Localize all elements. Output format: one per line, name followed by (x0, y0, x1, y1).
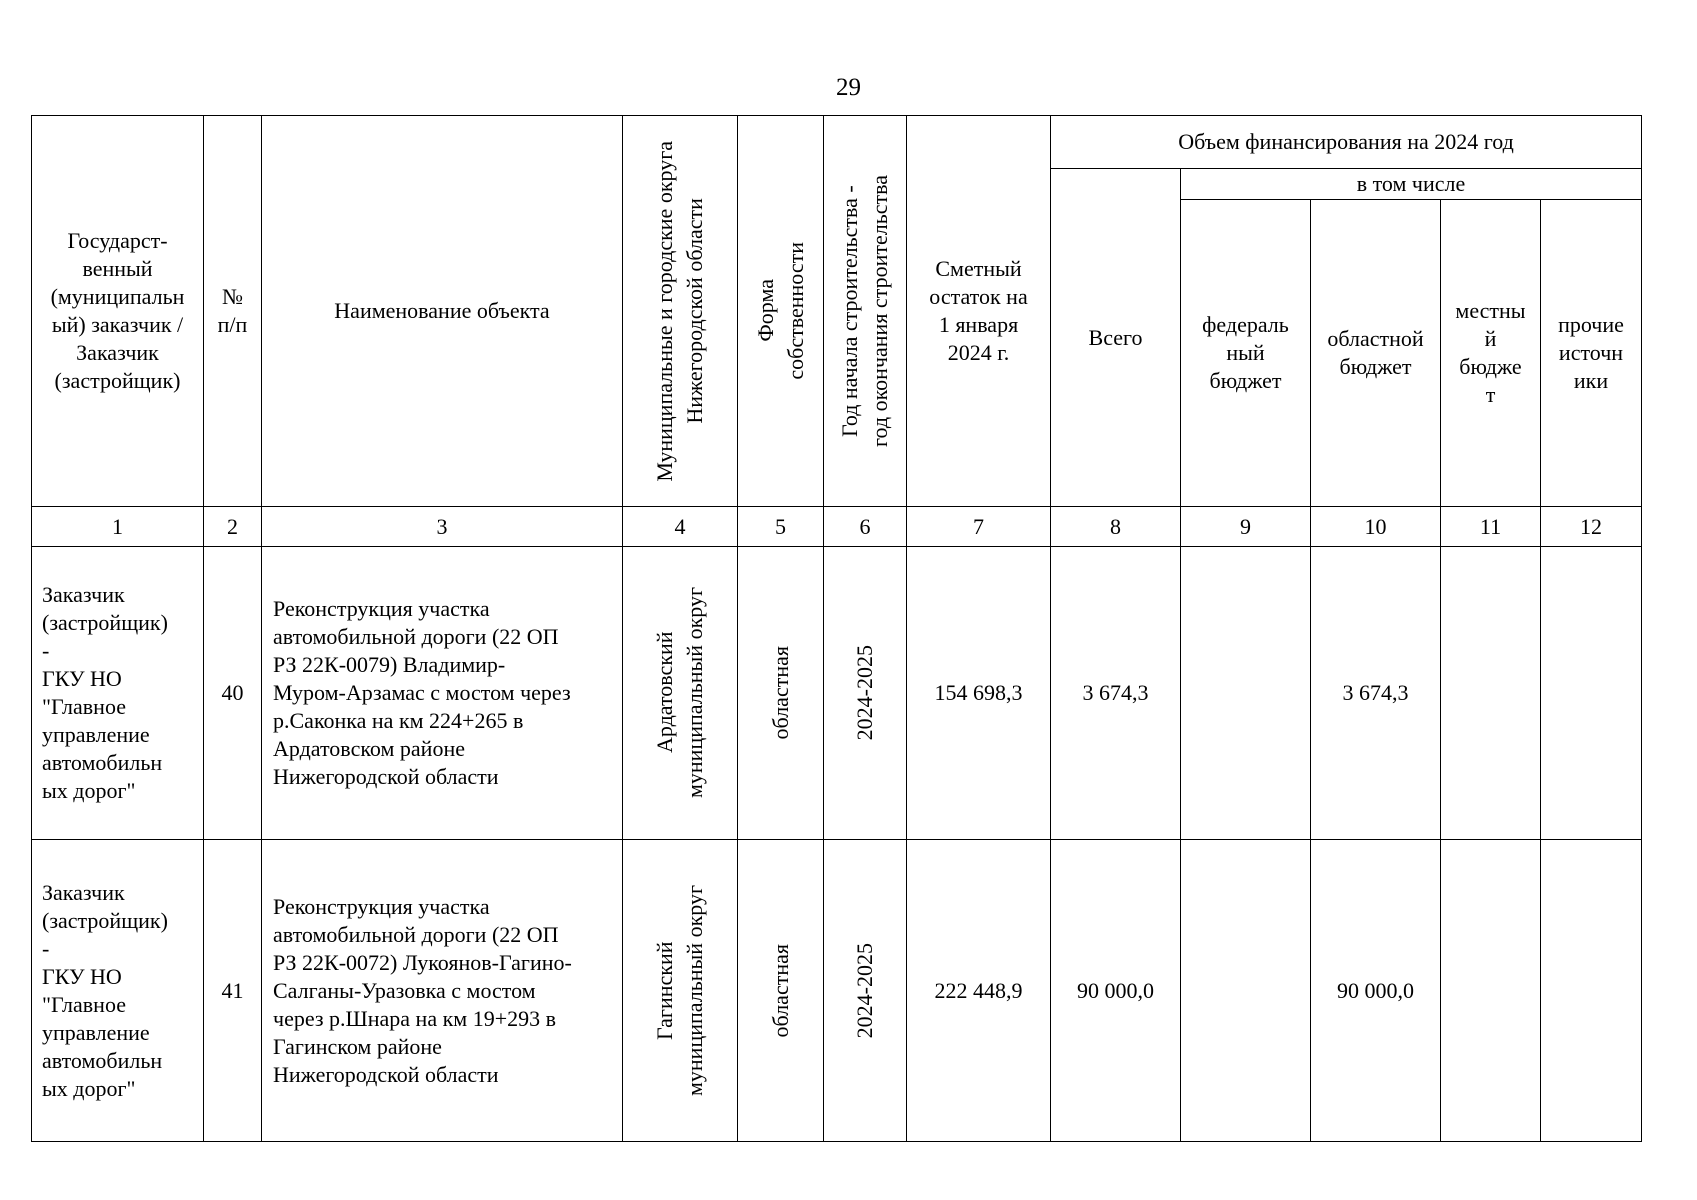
row-regional: 3 674,3 (1311, 547, 1441, 840)
row-years: 2024-2025 (824, 840, 907, 1142)
row-ownership: областная (738, 547, 824, 840)
column-number: 5 (738, 507, 824, 547)
row-estimate: 154 698,3 (907, 547, 1051, 840)
header-funding-group: Объем финансирования на 2024 год (1051, 116, 1642, 169)
row-total: 90 000,0 (1051, 840, 1181, 1142)
row-total: 3 674,3 (1051, 547, 1181, 840)
row-number: 40 (204, 547, 262, 840)
header-years: Год начала строительства - год окончания строительства (824, 116, 907, 507)
column-number: 9 (1181, 507, 1311, 547)
header-federal: федераль ный бюджет (1181, 200, 1311, 507)
column-number: 10 (1311, 507, 1441, 547)
header-object-name: Наименование объекта (262, 116, 623, 507)
header-other: прочие источн ики (1541, 200, 1642, 507)
column-number: 4 (623, 507, 738, 547)
row-municipality: Гагинский муниципальный округ (623, 840, 738, 1142)
table-row (32, 840, 1642, 1142)
header-regional: областной бюджет (1311, 200, 1441, 507)
column-number: 1 (32, 507, 204, 547)
row-object-name: Реконструкция участка автомобильной дороги (22 ОП РЗ 22К-0072) Лукоянов-Гагино- Салганы-Уразовка с мостом через р.Шнара на км 19+293 в Гагинском районе Нижегородской области (262, 840, 623, 1142)
header-ownership: Форма собственности (738, 116, 824, 507)
column-number: 7 (907, 507, 1051, 547)
row-federal (1181, 547, 1311, 840)
row-estimate: 222 448,9 (907, 840, 1051, 1142)
row-local (1441, 547, 1541, 840)
row-other (1541, 547, 1642, 840)
column-number: 12 (1541, 507, 1642, 547)
header-number: № п/п (204, 116, 262, 507)
row-number: 41 (204, 840, 262, 1142)
row-other (1541, 840, 1642, 1142)
investment-table (31, 115, 1642, 1142)
row-object-name: Реконструкция участка автомобильной дороги (22 ОП РЗ 22К-0079) Владимир- Муром-Арзамас с мостом через р.Саконка на км 224+265 в Ардатовском районе Нижегородской области (262, 547, 623, 840)
row-local (1441, 840, 1541, 1142)
header-customer: Государст- венный (муниципальн ый) заказчик / Заказчик (застройщик) (32, 116, 204, 507)
column-number: 3 (262, 507, 623, 547)
header-estimate: Сметный остаток на 1 января 2024 г. (907, 116, 1051, 507)
header-municipality: Муниципальные и городские округа Нижегородской области (623, 116, 738, 507)
column-number: 6 (824, 507, 907, 547)
column-number: 2 (204, 507, 262, 547)
row-customer: Заказчик (застройщик) - ГКУ НО "Главное управление автомобильн ых дорог" (32, 547, 204, 840)
row-years: 2024-2025 (824, 547, 907, 840)
row-federal (1181, 840, 1311, 1142)
header-row-1 (32, 116, 1642, 169)
column-number-row (32, 507, 1642, 547)
row-municipality: Ардатовский муниципальный округ (623, 547, 738, 840)
row-regional: 90 000,0 (1311, 840, 1441, 1142)
header-local: местны й бюдже т (1441, 200, 1541, 507)
table-row (32, 547, 1642, 840)
page-number: 29 (836, 74, 861, 101)
header-including: в том числе (1181, 169, 1642, 200)
header-total: Всего (1051, 169, 1181, 507)
row-customer: Заказчик (застройщик) - ГКУ НО "Главное управление автомобильн ых дорог" (32, 840, 204, 1142)
column-number: 8 (1051, 507, 1181, 547)
row-ownership: областная (738, 840, 824, 1142)
column-number: 11 (1441, 507, 1541, 547)
